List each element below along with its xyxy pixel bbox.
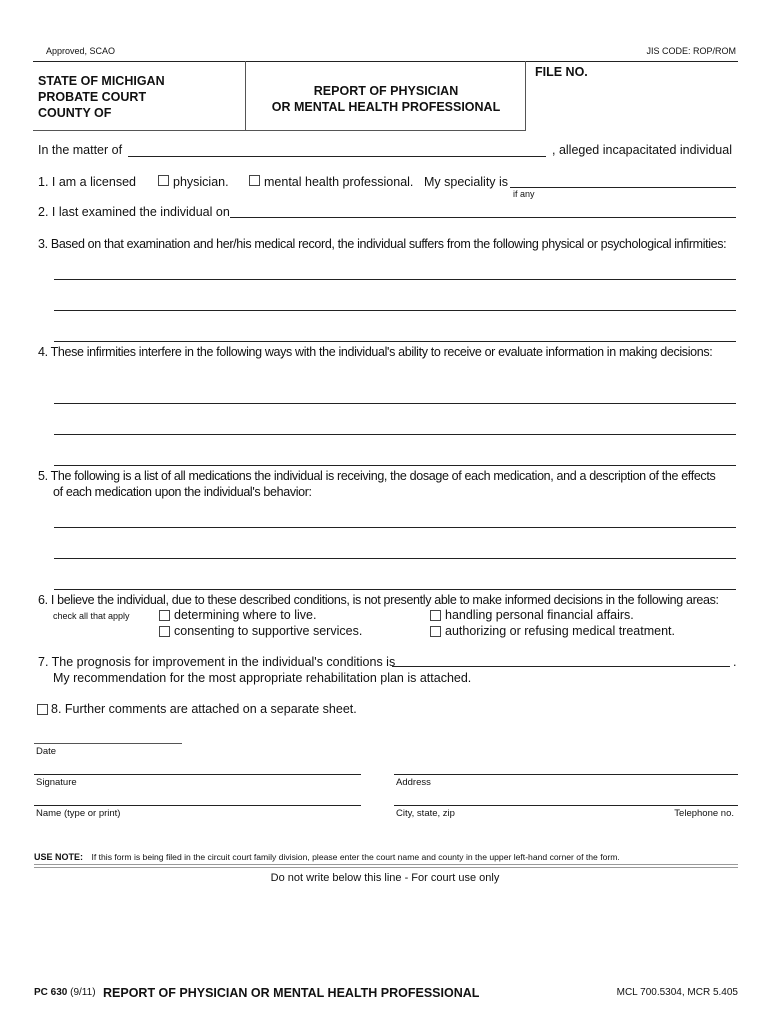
matter-label: In the matter of: [38, 143, 123, 157]
matter-name-field[interactable]: [128, 156, 546, 157]
interference-line-2[interactable]: [54, 434, 736, 435]
infirmities-line-2[interactable]: [54, 310, 736, 311]
file-no-label: FILE NO.: [535, 65, 588, 79]
item2-label: 2. I last examined the individual on: [38, 205, 230, 219]
matter-suffix: , alleged incapacitated individual: [552, 143, 732, 157]
infirmities-line-3[interactable]: [54, 341, 736, 342]
form-title-line1: REPORT OF PHYSICIAN: [313, 84, 459, 98]
footer-form-id: [34, 987, 96, 998]
speciality-label: My speciality is: [424, 175, 509, 189]
financial-affairs-checkbox[interactable]: [430, 610, 441, 621]
footer-title: REPORT OF PHYSICIAN OR MENTAL HEALTH PROFESSIONAL: [103, 986, 480, 1000]
item7-label-line1: 7. The prognosis for improvement in the individual's conditions is: [38, 655, 396, 669]
interference-line-3[interactable]: [54, 465, 736, 466]
name-label: Name (type or print): [36, 808, 121, 819]
footer-statute: MCL 700.5304, MCR 5.405: [616, 987, 738, 998]
date-label: Date: [36, 746, 57, 757]
address-field[interactable]: [394, 774, 738, 775]
item8-label: 8. Further comments are attached on a separate sheet.: [51, 702, 357, 716]
medications-line-1[interactable]: [54, 527, 736, 528]
court-line-probate: PROBATE COURT: [38, 90, 147, 104]
where-to-live-checkbox[interactable]: [159, 610, 170, 621]
exam-date-field[interactable]: [230, 217, 736, 218]
prognosis-period: .: [733, 655, 737, 669]
jis-code: JIS CODE: ROP/ROM: [646, 46, 736, 56]
financial-affairs-label: handling personal financial affairs.: [445, 608, 634, 622]
court-use-divider-bottom: [34, 867, 738, 868]
medical-treatment-checkbox[interactable]: [430, 626, 441, 637]
physician-checkbox[interactable]: [158, 175, 169, 186]
item7-label-line2: My recommendation for the most appropriate rehabilitation plan is attached.: [53, 671, 472, 685]
city-label: City, state, zip: [396, 808, 455, 819]
item5-label-line1: 5. The following is a list of all medications the individual is receiving, the dosage of each medication, and a description of the effects: [38, 469, 716, 483]
court-use-divider-top: [34, 864, 738, 865]
approved-label: Approved, SCAO: [46, 46, 116, 56]
medical-treatment-label: authorizing or refusing medical treatment.: [445, 624, 675, 638]
telephone-label: Telephone no.: [674, 808, 734, 819]
where-to-live-label: determining where to live.: [174, 608, 317, 622]
form-title: [246, 83, 526, 115]
mhp-label: mental health professional.: [264, 175, 414, 189]
court-name: [38, 73, 165, 121]
form-revision: (9/11): [70, 987, 96, 998]
signature-field[interactable]: [34, 774, 361, 775]
court-line-state: STATE OF MICHIGAN: [38, 74, 165, 88]
header-top-border: [33, 61, 738, 62]
item5-label-line2: of each medication upon the individual's behavior:: [53, 485, 312, 499]
if-any-note: if any: [513, 189, 535, 199]
item1-label: 1. I am a licensed: [38, 175, 136, 189]
further-comments-checkbox[interactable]: [37, 704, 48, 715]
infirmities-line-1[interactable]: [54, 279, 736, 280]
check-all-note: check all that apply: [53, 611, 130, 621]
mhp-checkbox[interactable]: [249, 175, 260, 186]
speciality-field[interactable]: [510, 187, 736, 188]
use-note-text: If this form is being filed in the circuit court family division, please enter the court name and county in the upper left-hand corner of the form.: [91, 852, 620, 862]
signature-label: Signature: [36, 777, 77, 788]
interference-line-1[interactable]: [54, 403, 736, 404]
prognosis-field[interactable]: [392, 666, 730, 667]
item3-label: 3. Based on that examination and her/his medical record, the individual suffers from the following physical or psychological infirmities:: [38, 237, 727, 251]
header-bottom-border: [33, 130, 525, 131]
date-field[interactable]: [34, 743, 182, 744]
court-use-note: Do not write below this line - For court use only: [270, 872, 500, 884]
supportive-services-checkbox[interactable]: [159, 626, 170, 637]
supportive-services-label: consenting to supportive services.: [174, 624, 363, 638]
court-line-county: COUNTY OF: [38, 106, 112, 120]
physician-label: physician.: [173, 175, 229, 189]
use-note-label: USE NOTE:: [34, 852, 84, 862]
city-state-zip-field[interactable]: [394, 805, 738, 806]
name-field[interactable]: [34, 805, 361, 806]
form-number: PC 630: [34, 987, 68, 998]
form-title-line2: OR MENTAL HEALTH PROFESSIONAL: [271, 100, 501, 114]
medications-line-3[interactable]: [54, 589, 736, 590]
item4-label: 4. These infirmities interfere in the following ways with the individual's ability to receive or evaluate information in making decisions:: [38, 345, 713, 359]
item6-label: 6. I believe the individual, due to these described conditions, is not presently able to make informed decisions in the following areas:: [38, 593, 719, 607]
medications-line-2[interactable]: [54, 558, 736, 559]
use-note: [34, 847, 620, 865]
address-label: Address: [396, 777, 431, 788]
